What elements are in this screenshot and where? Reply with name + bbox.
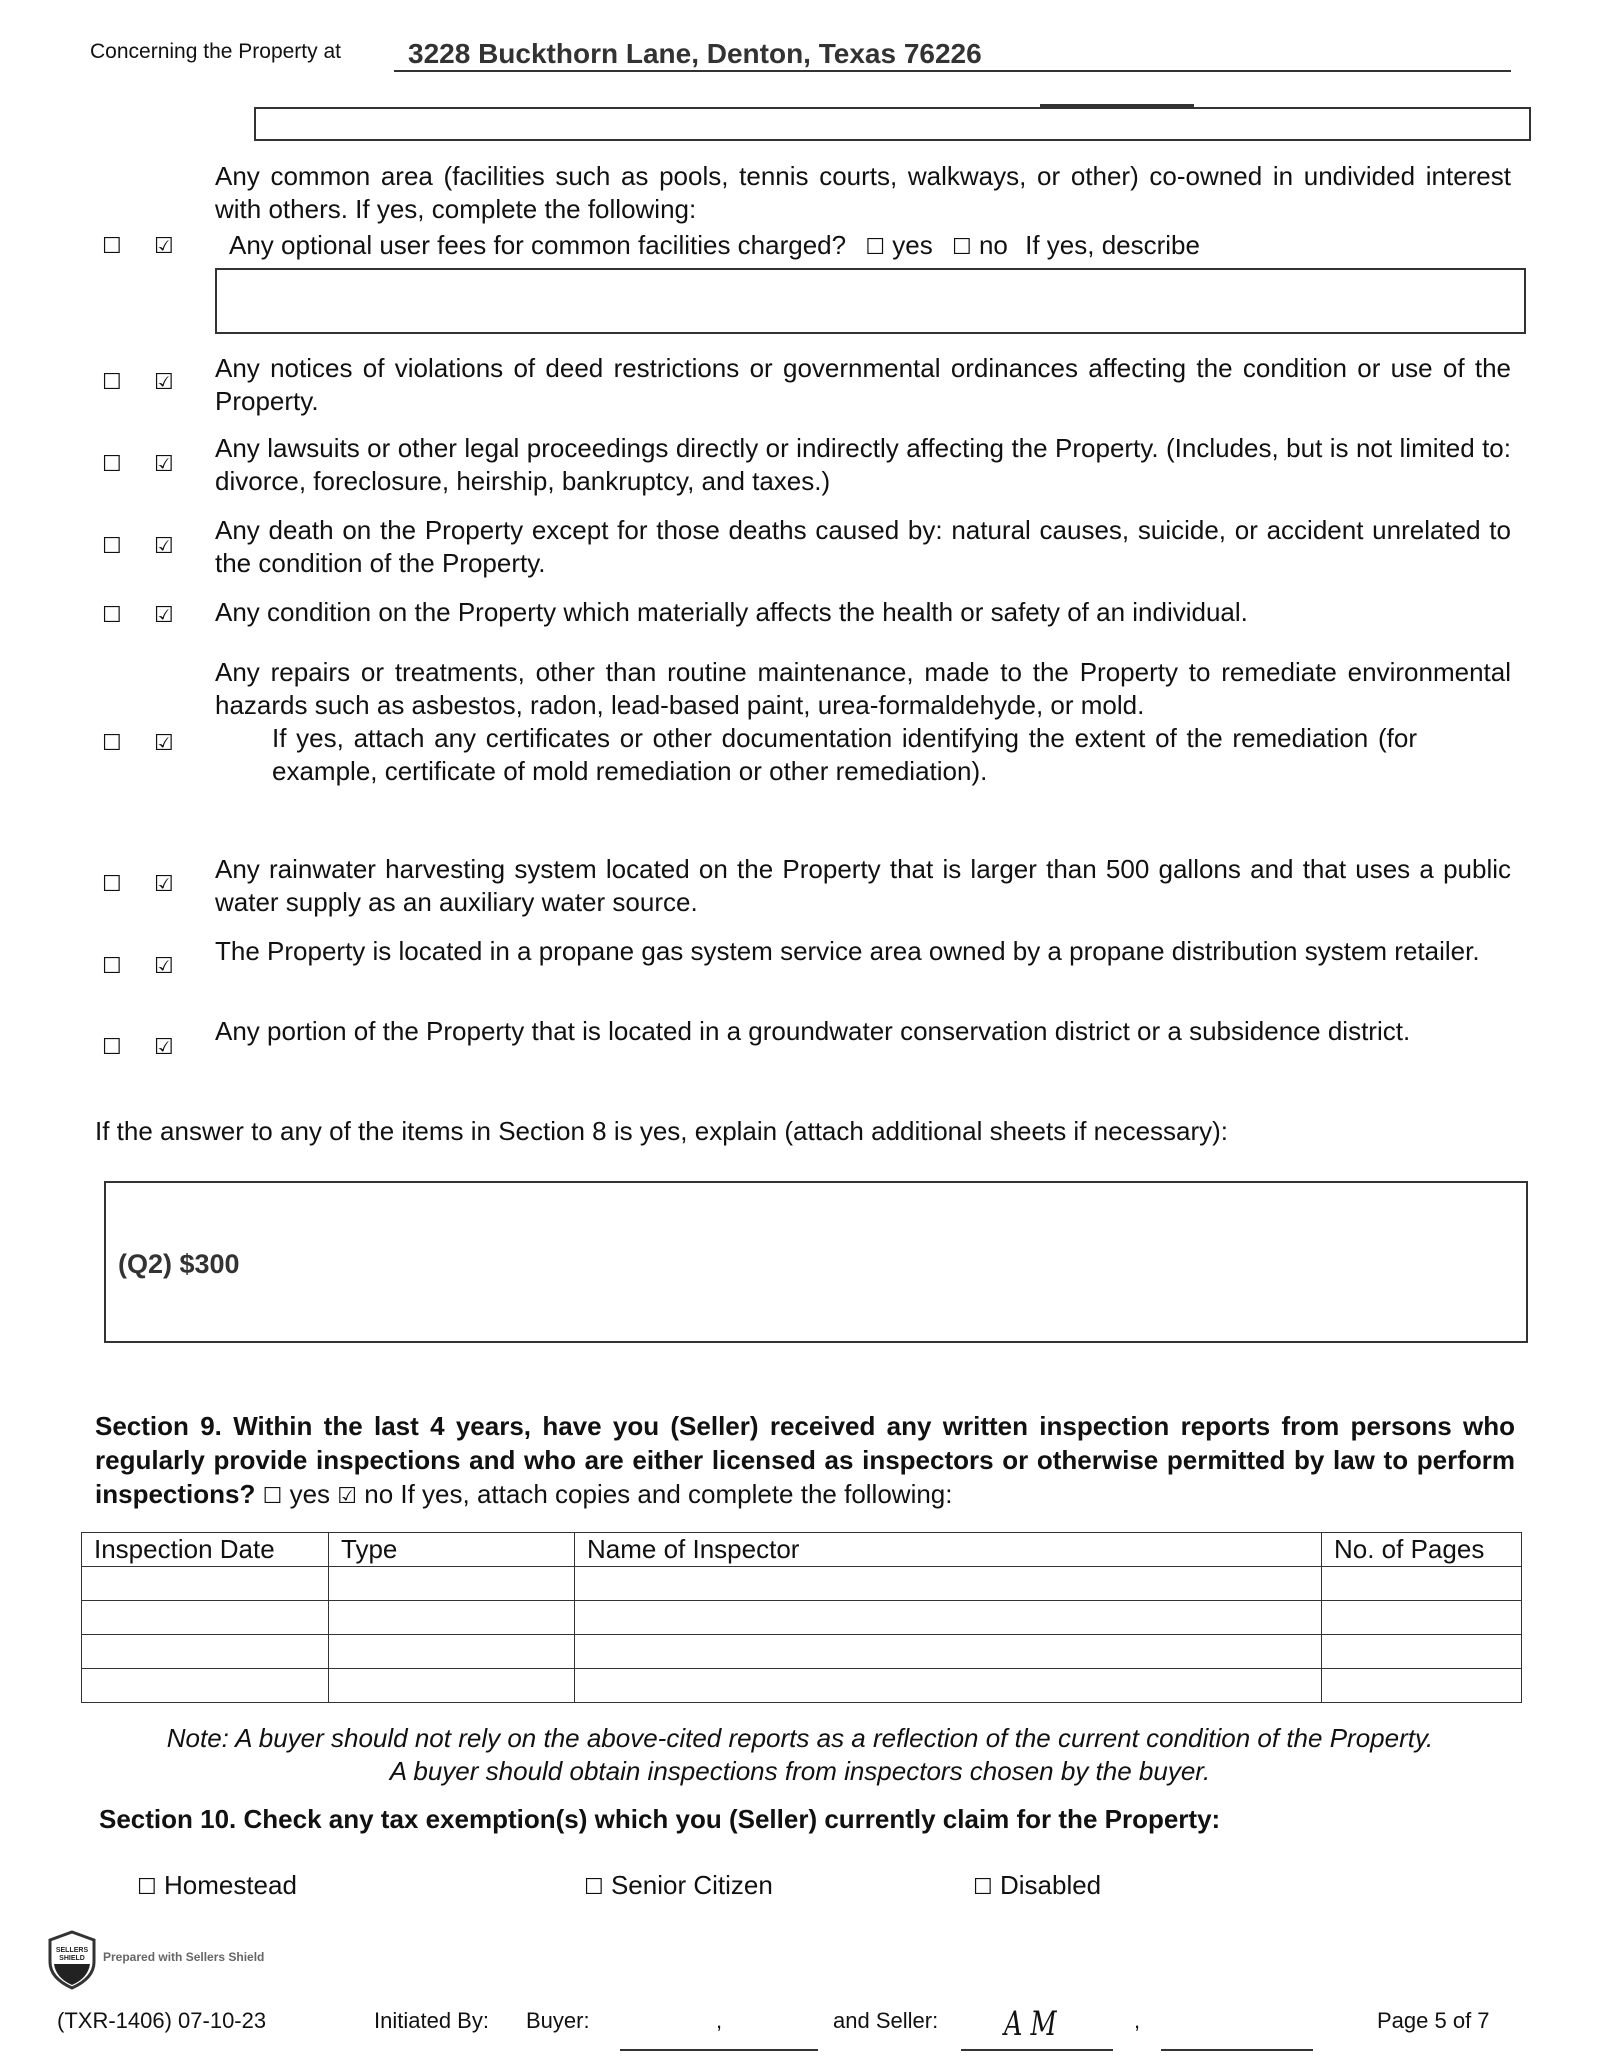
property-label: Concerning the Property at (90, 40, 341, 63)
item-1-yes-checkbox[interactable]: ☐ (102, 370, 122, 395)
table-row[interactable] (82, 1567, 1522, 1601)
item-2-yes-checkbox[interactable]: ☐ (102, 452, 122, 477)
senior-label: Senior Citizen (610, 1870, 773, 1900)
disabled-checkbox[interactable]: ☐ (973, 1875, 993, 1900)
item-groundwater-text: Any portion of the Property that is located in a groundwater conservation district or a subsidence district. (215, 1016, 1411, 1046)
section-9-tail: If yes, attach copies and complete the following: (400, 1479, 953, 1509)
section-9-text: Section 9. Within the last 4 years, have you (Seller) received any written inspection reports from persons who regularly provide inspections and who are either licensed as inspectors or otherwise permitted by law to perform inspections? (95, 1411, 1515, 1509)
item-repairs-text: Any repairs or treatments, other than routine maintenance, made to the Property to remediate environmental hazards such as asbestos, radon, lead-based paint, urea-formaldehyde, or mold. (215, 657, 1511, 720)
form-id: (TXR-1406) 07-10-23 (57, 2008, 267, 2033)
seller-comma: , (1134, 2008, 1141, 2033)
buyer-initial-line-1[interactable] (620, 2049, 818, 2051)
table-row[interactable] (82, 1635, 1522, 1669)
table-row[interactable] (82, 1669, 1522, 1703)
item-common-area-fees-question (229, 229, 1200, 264)
fees-no-label: no (978, 230, 1008, 260)
col-inspection-date: Inspection Date (82, 1533, 329, 1567)
exemption-disabled[interactable] (973, 1869, 1101, 1904)
homestead-label: Homestead (163, 1870, 297, 1900)
svg-text:SELLERS: SELLERS (55, 1947, 89, 1954)
svg-text:SHIELD: SHIELD (59, 1955, 85, 1962)
fees-description-field[interactable] (215, 268, 1526, 334)
item-common-area-text: Any common area (facilities such as pools, tennis courts, walkways, or other) co-owned in undivided interest with others. If yes, complete the following: (215, 161, 1511, 224)
item-3-no-checkbox[interactable]: ☑ (154, 534, 174, 559)
item-5-no-checkbox[interactable]: ☑ (154, 731, 174, 756)
note-line-2: A buyer should obtain inspections from inspectors chosen by the buyer. (389, 1756, 1211, 1786)
item-1-no-checkbox[interactable]: ☑ (154, 370, 174, 395)
seller-initials-signature: A M (1004, 2004, 1057, 2044)
item-4-yes-checkbox[interactable]: ☐ (102, 603, 122, 628)
item-6-no-checkbox[interactable]: ☑ (154, 872, 174, 897)
sellers-shield-logo (46, 1930, 98, 1995)
address-underline (394, 70, 1511, 72)
explain-value: (Q2) $300 (118, 1249, 240, 1279)
table-header-row (82, 1533, 1522, 1567)
section-10-title: Section 10. Check any tax exemption(s) which you (Seller) currently claim for the Property: (99, 1804, 1221, 1834)
note-line-1: Note: A buyer should not rely on the above-cited reports as a reflection of the current condition of the Property. (166, 1723, 1434, 1753)
seller-initial-line-1[interactable] (961, 2049, 1113, 2051)
shield-icon (46, 1930, 98, 1990)
inspection-table (81, 1532, 1522, 1703)
senior-checkbox[interactable]: ☐ (584, 1875, 604, 1900)
section-9-no-checkbox[interactable]: ☑ (337, 1484, 357, 1509)
section-9-yes-label: yes (289, 1479, 331, 1509)
item-7-no-checkbox[interactable]: ☑ (154, 954, 174, 979)
disabled-label: Disabled (999, 1870, 1102, 1900)
buyer-label: Buyer: (526, 2008, 590, 2033)
item-8-no-checkbox[interactable]: ☑ (154, 1035, 174, 1060)
item-2-no-checkbox[interactable]: ☑ (154, 452, 174, 477)
item-deed-violations-text: Any notices of violations of deed restrictions or governmental ordinances affecting the condition or use of the Property. (215, 353, 1511, 416)
item-0-yes-checkbox[interactable]: ☐ (102, 234, 122, 259)
item-rainwater-text: Any rainwater harvesting system located on the Property that is larger than 500 gallons and that uses a public water supply as an auxiliary water source. (215, 854, 1511, 917)
item-8-yes-checkbox[interactable]: ☐ (102, 1035, 122, 1060)
logo-caption: Prepared with Sellers Shield (103, 1950, 265, 1964)
property-address: 3228 Buckthorn Lane, Denton, Texas 76226 (408, 38, 982, 69)
item-health-safety-text: Any condition on the Property which materially affects the health or safety of an individual. (215, 597, 1248, 627)
fees-yes-checkbox[interactable]: ☐ (865, 235, 886, 260)
section-9-question (95, 1409, 1515, 1514)
seller-label: and Seller: (833, 2008, 939, 2033)
item-death-text: Any death on the Property except for those deaths caused by: natural causes, suicide, or accident unrelated to the condition of the Property. (215, 515, 1511, 578)
item-3-yes-checkbox[interactable]: ☐ (102, 534, 122, 559)
item-repairs-subtext: If yes, attach any certificates or other documentation identifying the extent of the remediation (for example, certificate of mold remediation or other remediation). (272, 723, 1417, 786)
section-9-yes-checkbox[interactable]: ☐ (262, 1484, 283, 1509)
exemption-senior[interactable] (584, 1869, 773, 1904)
col-inspector-name: Name of Inspector (575, 1533, 1322, 1567)
previous-item-text-field[interactable] (254, 107, 1531, 141)
fees-question-text: Any optional user fees for common facilities charged? (229, 230, 847, 260)
fees-no-checkbox[interactable]: ☐ (952, 235, 972, 260)
item-propane-text: The Property is located in a propane gas system service area owned by a propane distribution system retailer. (215, 936, 1480, 966)
table-row[interactable] (82, 1601, 1522, 1635)
initiated-by-label: Initiated By: (374, 2008, 489, 2033)
section-9-no-label: no (364, 1479, 394, 1509)
fees-yes-label: yes (892, 230, 933, 260)
buyer-comma: , (716, 2008, 723, 2033)
homestead-checkbox[interactable]: ☐ (137, 1875, 157, 1900)
exemption-homestead[interactable] (137, 1869, 297, 1904)
col-pages: No. of Pages (1322, 1533, 1522, 1567)
fees-describe-label: If yes, describe (1025, 230, 1200, 260)
item-0-no-checkbox[interactable]: ☑ (154, 234, 174, 259)
explain-field[interactable] (104, 1181, 1528, 1343)
item-7-yes-checkbox[interactable]: ☐ (102, 954, 122, 979)
item-4-no-checkbox[interactable]: ☑ (154, 603, 174, 628)
item-6-yes-checkbox[interactable]: ☐ (102, 872, 122, 897)
item-5-yes-checkbox[interactable]: ☐ (102, 731, 122, 756)
explain-label: If the answer to any of the items in Section 8 is yes, explain (attach additional sheets if necessary): (95, 1116, 1229, 1146)
col-type: Type (329, 1533, 575, 1567)
seller-initial-line-2[interactable] (1161, 2049, 1313, 2051)
page-number: Page 5 of 7 (1377, 2008, 1490, 2033)
item-lawsuits-text: Any lawsuits or other legal proceedings directly or indirectly affecting the Property. (Includes, but is not limited to: divorce, foreclosure, heirship, bankruptcy, and taxes.) (215, 433, 1511, 496)
